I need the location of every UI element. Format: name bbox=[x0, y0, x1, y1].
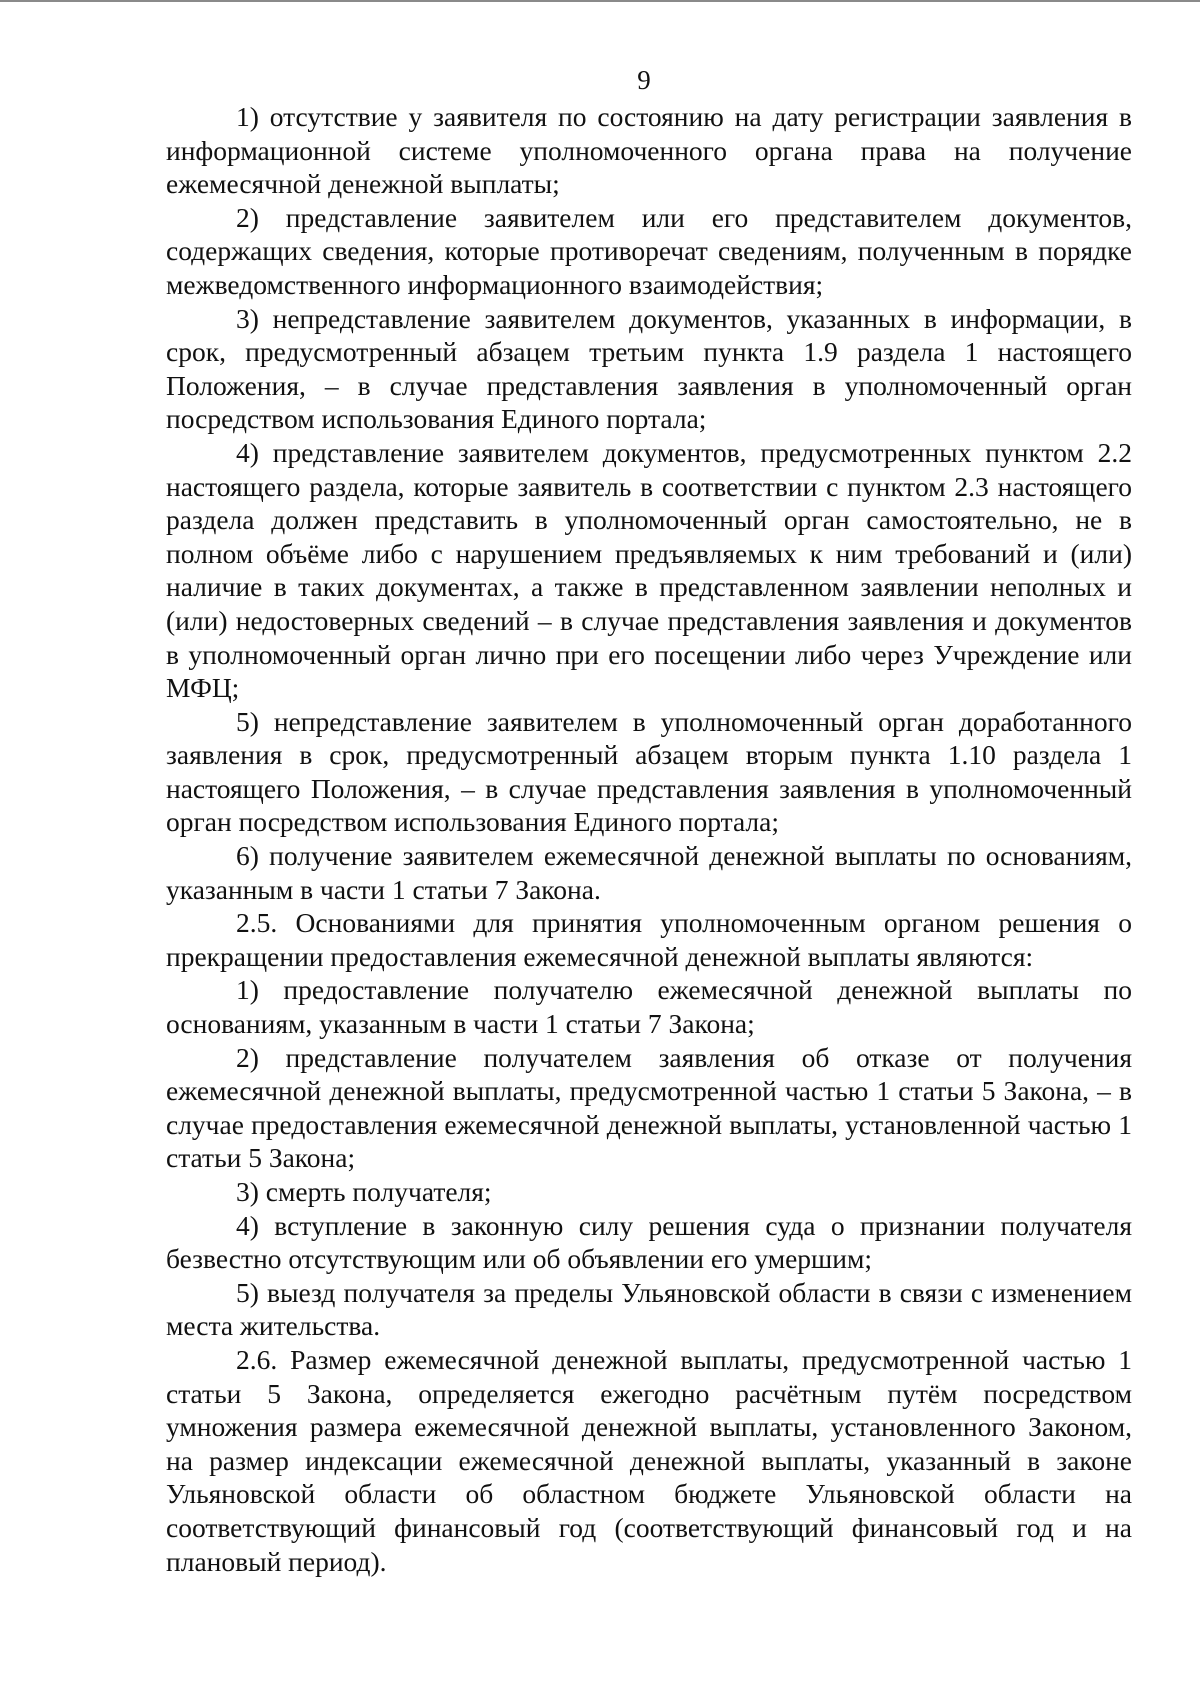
paragraph-refusal-4: 4) представление заявителем документов, предусмотренных пунктом 2.2 настоящего раздела, которые заявитель в соответствии с пунктом 2.3 настоящего раздела должен представить в уполномоченный орган самостоятельно, не в полном объёме либо с нарушением предъявляемых к ним требований и (или) наличие в таких документах, а также в представленном заявлении неполных и (или) недостоверных сведений – в случае представления заявления и документов в уполномоченный орган лично при его посещении либо через Учреждение или МФЦ; bbox=[166, 436, 1132, 704]
paragraph-refusal-1: 1) отсутствие у заявителя по состоянию на дату регистрации заявления в информационной системе уполномоченного органа права на получение ежемесячной денежной выплаты; bbox=[166, 101, 1132, 200]
paragraph-termination-2: 2) представление получателем заявления об отказе от получения ежемесячной денежной выплаты, предусмотренной частью 1 статьи 5 Закона, – в случае предоставления ежемесячной денежной выплаты, установленной частью 1 статьи 5 Закона; bbox=[166, 1041, 1132, 1174]
paragraph-refusal-6: 6) получение заявителем ежемесячной денежной выплаты по основаниям, указанным в части 1 статьи 7 Закона. bbox=[166, 840, 1132, 905]
section-2-5-heading: 2.5. Основаниями для принятия уполномоченным органом решения о прекращении предоставления ежемесячной денежной выплаты являются: bbox=[166, 907, 1132, 972]
paragraph-termination-5: 5) выезд получателя за пределы Ульяновской области в связи с изменением места жительства. bbox=[166, 1276, 1132, 1342]
paragraph-termination-3: 3) смерть получателя; bbox=[236, 1176, 492, 1207]
paragraph-termination-1: 1) предоставление получателю ежемесячной денежной выплаты по основаниям, указанным в части 1 статьи 7 Закона; bbox=[166, 974, 1132, 1040]
document-body bbox=[166, 100, 1132, 1578]
page-number: 9 bbox=[637, 65, 651, 95]
paragraph-termination-4: 4) вступление в законную силу решения суда о признании получателя безвестно отсутствующим или об объявлении его умершим; bbox=[166, 1209, 1132, 1275]
paragraph-refusal-5: 5) непредставление заявителем в уполномоченный орган доработанного заявления в срок, предусмотренный абзацем вторым пункта 1.10 раздела 1 настоящего Положения, – в случае представления заявления в уполномоченный орган посредством использования Единого портала; bbox=[166, 705, 1132, 838]
scan-edge-line bbox=[0, 0, 1200, 2]
paragraph-refusal-3: 3) непредставление заявителем документов, указанных в информации, в срок, предусмотренный абзацем третьим пункта 1.9 раздела 1 настоящего Положения, – в случае представления заявления в уполномоченный орган посредством использования Единого портала; bbox=[166, 302, 1132, 435]
paragraph-refusal-2: 2) представление заявителем или его представителем документов, содержащих сведения, которые противоречат сведениям, полученным в порядке межведомственного информационного взаимодействия; bbox=[166, 201, 1132, 300]
section-2-6-paragraph: 2.6. Размер ежемесячной денежной выплаты, предусмотренной частью 1 статьи 5 Закона, определяется ежегодно расчётным путём посредством умножения размера ежемесячной денежной выплаты, установленного Законом, на размер индексации ежемесячной денежной выплаты, указанный в законе Ульяновской области об областном бюджете Ульяновской области на соответствующий финансовый год (соответствующий финансовый год и на плановый период). bbox=[166, 1343, 1132, 1577]
